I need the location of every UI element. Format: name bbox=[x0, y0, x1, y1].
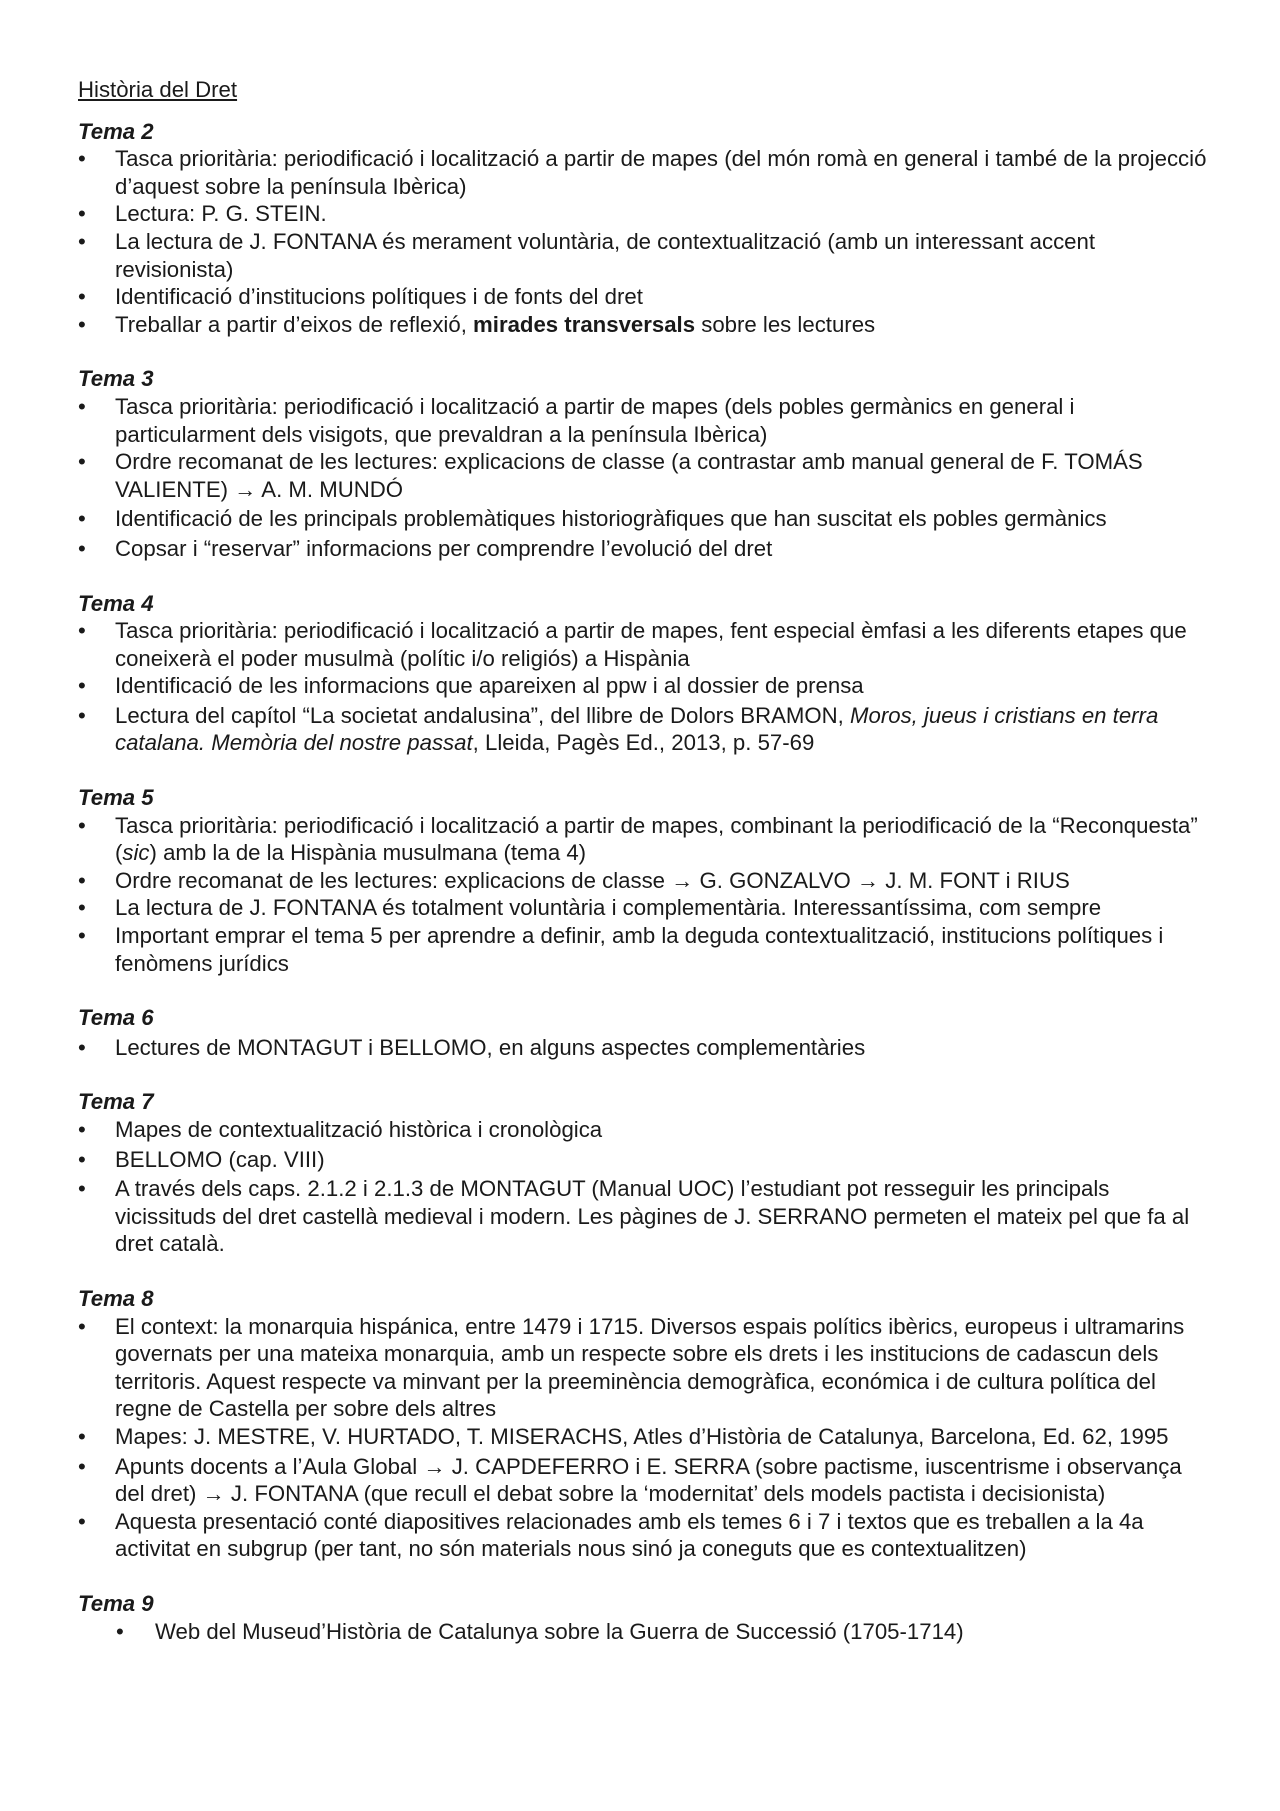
section-title: Tema 5 bbox=[78, 785, 154, 811]
bullet-list bbox=[78, 812, 1208, 978]
list-item: • Ordre recomanat de les lectures: explicacions de classe (a contrastar amb manual general de F. TOMÁS VALIENTE) → A. M. MUNDÓ bbox=[78, 448, 1208, 503]
section-title: Tema 4 bbox=[78, 590, 154, 616]
list-item: • El context: la monarquia hispánica, entre 1479 i 1715. Diversos espais polítics ibèrics, europeus i ultramarins governats per una mateixa monarquia, amb un respecte sobre els drets i les institucions de cadascun dels territoris. Aquest respecte va minvant per la preeminència demogràfica, económica i de cultura política del regne de Castella per sobre dels altres bbox=[78, 1313, 1208, 1423]
section-tema-2 bbox=[78, 118, 1208, 339]
text-run: ) amb la de la Hispània musulmana (tema 4) bbox=[149, 840, 587, 866]
bullet-list bbox=[78, 393, 1208, 563]
list-item: • Identificació d’institucions polítiques i de fonts del dret bbox=[78, 283, 1208, 311]
bullet-list bbox=[78, 617, 1208, 757]
list-item: • Lectures de MONTAGUT i BELLOMO, en alguns aspectes complementàries bbox=[78, 1034, 1208, 1062]
list-item bbox=[78, 812, 1208, 867]
list-item: • Important emprar el tema 5 per aprendre a definir, amb la deguda contextualització, institucions polítiques i fenòmens jurídics bbox=[78, 922, 1208, 977]
list-item: • BELLOMO (cap. VIII) bbox=[78, 1146, 1208, 1174]
list-item: • La lectura de J. FONTANA és merament voluntària, de contextualització (amb un interessant accent revisionista) bbox=[78, 228, 1208, 283]
document-page bbox=[78, 76, 1208, 1672]
bullet-list bbox=[78, 145, 1208, 338]
list-item: • La lectura de J. FONTANA és totalment voluntària i complementària. Interessantíssima, com sempre bbox=[78, 894, 1208, 922]
list-item: • Tasca prioritària: periodificació i localització a partir de mapes, fent especial èmfasi a les diferents etapes que coneixerà el poder musulmà (polític i/o religiós) a Hispània bbox=[78, 617, 1208, 672]
italic-text: sic bbox=[122, 840, 150, 866]
section-title: Tema 8 bbox=[78, 1285, 154, 1311]
list-item: • A través dels caps. 2.1.2 i 2.1.3 de MONTAGUT (Manual UOC) l’estudiant pot resseguir les principals vicissituds del dret castellà medieval i modern. Les pàgines de J. SERRANO permeten el mateix pel que fa al dret català. bbox=[78, 1175, 1208, 1258]
list-item: • Apunts docents a l’Aula Global → J. CAPDEFERRO i E. SERRA (sobre pactisme, iuscentrisme i observança del dret) → J. FONTANA (que recull el debat sobre la ‘modernitat’ dels models pactista i decisionista) bbox=[78, 1453, 1208, 1508]
list-item: • Ordre recomanat de les lectures: explicacions de classe → G. GONZALVO → J. M. FONT i RIUS bbox=[78, 867, 1208, 895]
section-tema-5 bbox=[78, 784, 1208, 977]
list-item bbox=[78, 311, 1208, 339]
list-item bbox=[78, 702, 1208, 757]
section-title: Tema 3 bbox=[78, 366, 154, 392]
list-item: • Mapes: J. MESTRE, V. HURTADO, T. MISERACHS, Atles d’Història de Catalunya, Barcelona, Ed. 62, 1995 bbox=[78, 1423, 1208, 1451]
list-item: • Tasca prioritària: periodificació i localització a partir de mapes (dels pobles germànics en general i particularment dels visigots, que prevaldran a la península Ibèrica) bbox=[78, 393, 1208, 448]
list-item: • Identificació de les principals problemàtiques historiogràfiques que han suscitat els pobles germànics bbox=[78, 505, 1208, 533]
section-title: Tema 7 bbox=[78, 1089, 154, 1115]
section-tema-4 bbox=[78, 590, 1208, 758]
bullet-list bbox=[78, 1618, 1208, 1646]
bullet-list bbox=[78, 1116, 1208, 1258]
bullet-list bbox=[78, 1034, 1208, 1062]
bold-text: mirades transversals bbox=[473, 311, 696, 337]
list-item: • Identificació de les informacions que apareixen al ppw i al dossier de prensa bbox=[78, 672, 1208, 700]
section-tema-9 bbox=[78, 1590, 1208, 1645]
list-item: • Lectura: P. G. STEIN. bbox=[78, 200, 1208, 228]
text-run: Treballar a partir d’eixos de reflexió, bbox=[115, 311, 474, 337]
text-run: , Lleida, Pagès Ed., 2013, p. 57-69 bbox=[472, 730, 815, 756]
section-tema-8 bbox=[78, 1285, 1208, 1563]
section-tema-7 bbox=[78, 1088, 1208, 1258]
section-tema-3 bbox=[78, 365, 1208, 562]
text-run: Tasca prioritària: periodificació i localització a partir de mapes, combinant la periodificació de la “Reconquesta” ( bbox=[115, 812, 1198, 866]
list-item: • Web del Museud’Història de Catalunya sobre la Guerra de Successió (1705-1714) bbox=[78, 1618, 1208, 1646]
bullet-list bbox=[78, 1313, 1208, 1563]
section-title: Tema 2 bbox=[78, 118, 154, 144]
section-title: Tema 6 bbox=[78, 1005, 154, 1031]
section-tema-6 bbox=[78, 1004, 1208, 1061]
section-title: Tema 9 bbox=[78, 1590, 154, 1616]
document-title: Història del Dret bbox=[78, 77, 238, 102]
list-item: • Aquesta presentació conté diapositives relacionades amb els temes 6 i 7 i textos que es treballen a la 4a activitat en subgrup (per tant, no són materials nous sinó ja coneguts que es contextualitzen) bbox=[78, 1508, 1208, 1563]
book-title: Moros, jueus i cristians en terra catalana. Memòria del nostre passat bbox=[115, 702, 1159, 756]
list-item: • Mapes de contextualització històrica i cronològica bbox=[78, 1116, 1208, 1144]
text-run: sobre les lectures bbox=[695, 311, 876, 337]
list-item: • Tasca prioritària: periodificació i localització a partir de mapes (del món romà en general i també de la projecció d’aquest sobre la península Ibèrica) bbox=[78, 145, 1208, 200]
list-item: • Copsar i “reservar” informacions per comprendre l’evolució del dret bbox=[78, 535, 1208, 563]
text-run: Lectura del capítol “La societat andalusina”, del llibre de Dolors BRAMON, bbox=[115, 702, 851, 728]
